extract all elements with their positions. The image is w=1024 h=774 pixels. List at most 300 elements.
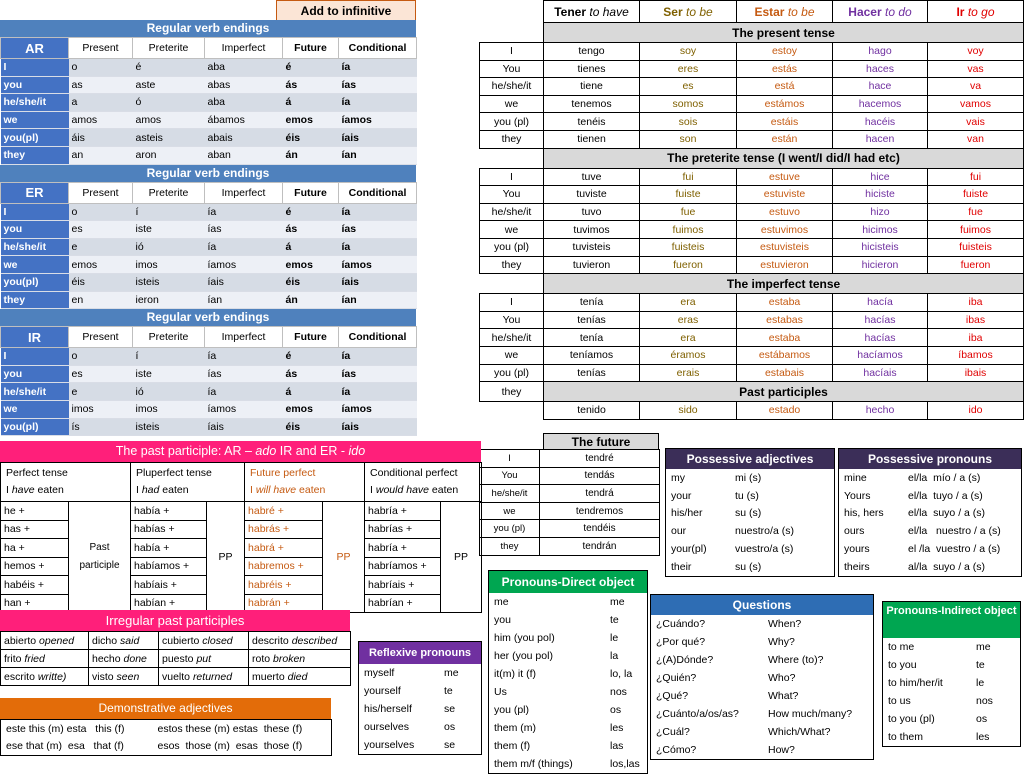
- participle-pair: vuelto returned: [159, 668, 249, 686]
- table-row: [1, 502, 482, 521]
- pronoun-cell: they: [480, 130, 544, 148]
- pronoun-cell: you (pl): [480, 520, 540, 538]
- label-cell: my: [671, 471, 685, 484]
- table-row: [480, 43, 1024, 61]
- table-row: [651, 705, 875, 723]
- value-cell: te: [976, 659, 985, 671]
- ending-cell: iste: [133, 221, 205, 239]
- ending-cell: ía: [339, 348, 417, 366]
- questions-box: [650, 594, 874, 760]
- conjugation-cell: hacemos: [833, 95, 928, 113]
- conjugation-cell: iba: [928, 329, 1024, 347]
- auxiliary-cell: habías +: [131, 520, 207, 539]
- auxiliary-cell: habría +: [365, 539, 441, 558]
- regular-verb-endings: [0, 20, 416, 436]
- conjugation-cell: haces: [833, 60, 928, 78]
- participle-cell: hecho: [833, 402, 928, 420]
- table-row: [489, 593, 649, 611]
- table-row: [480, 113, 1024, 131]
- value-cell: te: [444, 685, 453, 697]
- participle-pair: muerto died: [249, 668, 351, 686]
- value-cell: le: [976, 677, 985, 689]
- label-cell: ¿Cuál?: [656, 726, 690, 738]
- conjugation-cell: hacías: [833, 311, 928, 329]
- pronoun-cell: he/she/it: [1, 94, 69, 112]
- ending-cell: ía: [339, 383, 417, 401]
- tense-header: Imperfect: [205, 38, 283, 59]
- value-cell: me: [610, 596, 625, 608]
- questions-title: Questions: [651, 595, 873, 615]
- imperfect-tense-title: The imperfect tense: [544, 274, 1024, 294]
- ending-cell: íamos: [339, 400, 417, 418]
- conjugation-cell: estás: [737, 60, 833, 78]
- conjugation-cell: fuisteis: [640, 238, 737, 256]
- conjugation-cell: voy: [928, 43, 1024, 61]
- conjugation-cell: tenéis: [544, 113, 640, 131]
- value-cell: al/la suyo / a (s): [908, 560, 986, 573]
- table-row: [1, 256, 417, 274]
- conjugation-cell: van: [928, 130, 1024, 148]
- verb-header: Hacer to do: [833, 1, 928, 23]
- auxiliary-cell: habíamos +: [131, 557, 207, 576]
- pronoun-cell: he/she/it: [480, 78, 544, 96]
- auxiliary-cell: habríais +: [365, 576, 441, 595]
- conjugation-cell: estuvimos: [737, 221, 833, 239]
- value-cell: Where (to)?: [768, 654, 824, 666]
- table-row: [480, 520, 660, 538]
- ending-cell: ías: [339, 221, 417, 239]
- table-row: [651, 723, 875, 741]
- participle-cell: sido: [640, 402, 737, 420]
- conjugation-cell: tiene: [544, 78, 640, 96]
- label-cell: our: [671, 525, 687, 538]
- ending-cell: é: [283, 203, 339, 221]
- table-row: [489, 629, 649, 647]
- value-cell: la: [610, 650, 619, 662]
- conjugation-cell: tuvimos: [544, 221, 640, 239]
- table-row: [359, 718, 483, 736]
- auxiliary-cell: hemos +: [1, 557, 69, 576]
- label-cell: ¿Quién?: [656, 672, 697, 684]
- ending-cell: íais: [205, 418, 283, 436]
- table-row: [480, 364, 1024, 382]
- ending-cell: ás: [283, 76, 339, 94]
- ending-cell: án: [283, 146, 339, 164]
- ending-cell: isteis: [133, 418, 205, 436]
- conjugation-cell: sois: [640, 113, 737, 131]
- table-row: [1, 668, 351, 686]
- table-row: [480, 95, 1024, 113]
- participle-pair: frito fried: [1, 650, 89, 668]
- conjugation-cell: estáis: [737, 113, 833, 131]
- value-cell: se: [444, 739, 456, 751]
- add-to-infinitive-callout: Add to infinitive: [276, 0, 416, 22]
- past-participles-title: Past participles: [544, 382, 1024, 402]
- table-row: [651, 669, 875, 687]
- value-cell: su (s): [735, 560, 762, 573]
- ending-cell: iste: [133, 365, 205, 383]
- conjugation-cell: éramos: [640, 346, 737, 364]
- conjugation-cell: tuviste: [544, 186, 640, 204]
- table-row: [489, 701, 649, 719]
- table-row: [480, 168, 1024, 186]
- demonstrative-title: Demonstrative adjectives: [0, 698, 331, 719]
- ending-cell: as: [69, 76, 133, 94]
- label-cell: me: [494, 596, 509, 608]
- ending-cell: ió: [133, 383, 205, 401]
- table-row: [883, 674, 1022, 692]
- table-row: [666, 558, 836, 576]
- table-row: [480, 78, 1024, 96]
- pronoun-cell: we: [1, 256, 69, 274]
- pronoun-cell: they: [480, 256, 544, 274]
- auxiliary-cell: habían +: [131, 594, 207, 613]
- auxiliary-cell: habrían +: [365, 594, 441, 613]
- ending-cell: aban: [205, 146, 283, 164]
- ending-cell: ó: [133, 94, 205, 112]
- conjugation-cell: era: [640, 294, 737, 312]
- ending-cell: é: [133, 59, 205, 77]
- value-cell: me: [444, 667, 459, 679]
- participle-pair: descrito described: [249, 632, 351, 650]
- value-cell: le: [610, 632, 619, 644]
- conjugation-cell: vamos: [928, 95, 1024, 113]
- table-row: [489, 737, 649, 755]
- pronoun-cell: you(pl): [1, 418, 69, 436]
- conjugation-cell: estaba: [737, 329, 833, 347]
- table-row: [480, 402, 1024, 420]
- value-cell: vuestro/a (s): [735, 543, 794, 556]
- auxiliary-cell: he +: [1, 502, 69, 521]
- ending-cell: ió: [133, 238, 205, 256]
- conjugation-cell: estuvo: [737, 203, 833, 221]
- label-cell: ours: [844, 525, 865, 538]
- conjugation-cell: hago: [833, 43, 928, 61]
- conjugation-cell: fuiste: [640, 186, 737, 204]
- table-row: [480, 467, 660, 485]
- table-row: [1, 291, 417, 309]
- ending-cell: imos: [69, 400, 133, 418]
- table-row: [489, 683, 649, 701]
- ending-cell: imos: [133, 256, 205, 274]
- endings-table-ar: [0, 37, 417, 165]
- ending-cell: ían: [339, 291, 417, 309]
- ending-cell: a: [69, 94, 133, 112]
- irregular-past-participles: [0, 610, 350, 686]
- label-cell: ¿(A)Dónde?: [656, 654, 714, 666]
- table-row: [883, 710, 1022, 728]
- future-table: [479, 449, 660, 556]
- conjugation-cell: tuvisteis: [544, 238, 640, 256]
- table-row: [480, 60, 1024, 78]
- ending-cell: íamos: [339, 111, 417, 129]
- value-cell: me: [976, 641, 991, 653]
- ending-cell: ieron: [133, 291, 205, 309]
- irregular-title: Irregular past participles: [0, 610, 350, 631]
- conjugation-cell: fui: [640, 168, 737, 186]
- pronoun-cell: you(pl): [1, 129, 69, 147]
- ending-cell: o: [69, 348, 133, 366]
- conjugation-cell: ibas: [928, 311, 1024, 329]
- tense-header: Conditional: [339, 327, 417, 348]
- ending-cell: íamos: [205, 256, 283, 274]
- future-cell: tendás: [540, 467, 660, 485]
- conjugation-cell: estámos: [737, 95, 833, 113]
- table-row: [1, 400, 417, 418]
- participle-pair: abierto opened: [1, 632, 89, 650]
- conjugation-cell: tenemos: [544, 95, 640, 113]
- table-row: [480, 238, 1024, 256]
- tense-header: Preterite: [133, 182, 205, 203]
- value-cell: os: [610, 704, 622, 716]
- table-row: [480, 221, 1024, 239]
- table-row: [666, 540, 836, 558]
- table-row: [1, 111, 417, 129]
- ending-cell: isteis: [133, 273, 205, 291]
- ending-cell: é: [283, 348, 339, 366]
- table-row: [1, 146, 417, 164]
- tense-header: Preterite: [133, 38, 205, 59]
- auxiliary-cell: habéis +: [1, 576, 69, 595]
- conjugation-cell: tuvieron: [544, 256, 640, 274]
- ending-cell: es: [69, 365, 133, 383]
- auxiliary-cell: habrías +: [365, 520, 441, 539]
- table-row: [489, 755, 649, 773]
- table-row: [480, 502, 660, 520]
- value-cell: What?: [768, 690, 799, 702]
- auxiliary-cell: han +: [1, 594, 69, 613]
- participle-pair: roto broken: [249, 650, 351, 668]
- conjugation-cell: hacías: [833, 329, 928, 347]
- verb-group-label: IR: [1, 327, 69, 348]
- auxiliary-cell: había +: [131, 502, 207, 521]
- participle-pair: hecho done: [89, 650, 159, 668]
- ending-cell: e: [69, 383, 133, 401]
- table-row: [480, 450, 660, 468]
- regular-endings-band: Regular verb endings: [0, 309, 416, 326]
- conjugation-cell: erais: [640, 364, 737, 382]
- label-cell: them m/f (things): [494, 758, 573, 770]
- future-cell: tendremos: [540, 502, 660, 520]
- ending-cell: á: [283, 94, 339, 112]
- ending-cell: abas: [205, 76, 283, 94]
- auxiliary-cell: habremos +: [245, 557, 323, 576]
- table-row: [1, 650, 351, 668]
- label-cell: ¿Cómo?: [656, 744, 697, 756]
- label-cell: myself: [364, 667, 395, 679]
- conjugation-cell: hacéis: [833, 113, 928, 131]
- participle-pair: escrito writte): [1, 668, 89, 686]
- value-cell: te: [610, 614, 619, 626]
- label-cell: their: [671, 560, 692, 573]
- conjugation-cell: hacía: [833, 294, 928, 312]
- ending-cell: an: [69, 146, 133, 164]
- future-cell: tendrá: [540, 485, 660, 503]
- participle-cell: ido: [928, 402, 1024, 420]
- ending-cell: ía: [339, 203, 417, 221]
- value-cell: Why?: [768, 636, 795, 648]
- pronoun-cell: he/she/it: [480, 485, 540, 503]
- table-row: [1, 348, 417, 366]
- conjugation-cell: soy: [640, 43, 737, 61]
- value-cell: mi (s): [735, 471, 762, 484]
- auxiliary-cell: habrás +: [245, 520, 323, 539]
- label-cell: him (you pol): [494, 632, 555, 644]
- ending-cell: íais: [339, 129, 417, 147]
- ending-cell: íais: [339, 273, 417, 291]
- label-cell: to me: [888, 641, 915, 653]
- pp-label: PP: [441, 502, 482, 613]
- table-row: [651, 687, 875, 705]
- table-row: [1, 59, 417, 77]
- ending-cell: o: [69, 59, 133, 77]
- value-cell: les: [976, 731, 990, 743]
- table-row: [1, 273, 417, 291]
- pronoun-cell: we: [480, 502, 540, 520]
- table-row: [480, 256, 1024, 274]
- ending-cell: emos: [283, 256, 339, 274]
- auxiliary-cell: has +: [1, 520, 69, 539]
- auxiliary-cell: ha +: [1, 539, 69, 558]
- ending-cell: ía: [205, 238, 283, 256]
- ending-cell: á: [283, 238, 339, 256]
- tense-header: Imperfect: [205, 327, 283, 348]
- pronoun-cell: they: [480, 382, 544, 402]
- table-row: [359, 664, 483, 682]
- table-row: [480, 203, 1024, 221]
- tense-header: Preterite: [133, 327, 205, 348]
- conjugation-cell: va: [928, 78, 1024, 96]
- table-row: [489, 665, 649, 683]
- verb-group-label: ER: [1, 182, 69, 203]
- tense-header: Future: [283, 182, 339, 203]
- tense-header: Imperfect: [205, 182, 283, 203]
- value-cell: Which/What?: [768, 726, 831, 738]
- table-row: [480, 186, 1024, 204]
- regular-endings-band: Regular verb endings: [0, 20, 416, 37]
- label-cell: mine: [844, 471, 867, 484]
- table-row: [839, 469, 1023, 487]
- conjugation-cell: ibais: [928, 364, 1024, 382]
- future-cell: tendéis: [540, 520, 660, 538]
- conjugation-cell: fueron: [928, 256, 1024, 274]
- tense-header: Present: [69, 327, 133, 348]
- value-cell: el/la tuyo / a (s): [908, 489, 983, 502]
- pronoun-cell: You: [480, 467, 540, 485]
- value-cell: How?: [768, 744, 795, 756]
- label-cell: yourself: [364, 685, 401, 697]
- pronoun-cell: You: [480, 311, 544, 329]
- direct-object-pronouns: [488, 570, 648, 774]
- table-row: [489, 611, 649, 629]
- conjugation-cell: eras: [640, 311, 737, 329]
- pronoun-cell: I: [480, 43, 544, 61]
- pronoun-cell: I: [480, 294, 544, 312]
- value-cell: el/la mío / a (s): [908, 471, 981, 484]
- ending-cell: ía: [205, 383, 283, 401]
- pronoun-cell: he/she/it: [480, 329, 544, 347]
- conjugation-cell: hacen: [833, 130, 928, 148]
- verb-header: Ir to go: [928, 1, 1024, 23]
- conjugation-cell: tienen: [544, 130, 640, 148]
- ending-cell: ías: [205, 221, 283, 239]
- ending-cell: amos: [69, 111, 133, 129]
- direct-title: Pronouns-Direct object: [489, 571, 647, 593]
- conjugation-cell: están: [737, 130, 833, 148]
- conjugation-cell: estuvieron: [737, 256, 833, 274]
- pronoun-cell: they: [1, 146, 69, 164]
- table-row: [489, 719, 649, 737]
- conjugation-cell: fueron: [640, 256, 737, 274]
- table-row: [666, 522, 836, 540]
- label-cell: your: [671, 489, 692, 502]
- value-cell: os: [976, 713, 988, 725]
- ending-cell: ís: [69, 418, 133, 436]
- verb-header: Tener to have: [544, 1, 640, 23]
- table-row: [1, 94, 417, 112]
- ending-cell: ía: [339, 59, 417, 77]
- value-cell: su (s): [735, 507, 762, 520]
- table-row: [1, 632, 351, 650]
- table-row: [480, 485, 660, 503]
- ending-cell: ías: [339, 76, 417, 94]
- pronoun-cell: we: [480, 95, 544, 113]
- label-cell: you: [494, 614, 511, 626]
- ending-cell: íamos: [339, 256, 417, 274]
- table-row: [651, 633, 875, 651]
- tense-header: Future: [283, 327, 339, 348]
- auxiliary-cell: había +: [131, 539, 207, 558]
- value-cell: tu (s): [735, 489, 759, 502]
- conjugation-cell: hacíais: [833, 364, 928, 382]
- conjugation-cell: tenías: [544, 364, 640, 382]
- tense-header: Present: [69, 182, 133, 203]
- conjugation-cell: fuimos: [928, 221, 1024, 239]
- pronoun-cell: You: [480, 60, 544, 78]
- reflex-title: Reflexive pronouns: [359, 642, 481, 664]
- conjugation-cell: estuviste: [737, 186, 833, 204]
- pronoun-cell: you (pl): [480, 113, 544, 131]
- conjugation-cell: estaba: [737, 294, 833, 312]
- conjugation-cell: tengo: [544, 43, 640, 61]
- table-row: [1, 365, 417, 383]
- possessive-pronouns: [838, 448, 1022, 577]
- participle-cell: tenido: [544, 402, 640, 420]
- ending-cell: aba: [205, 59, 283, 77]
- participle-pair: visto seen: [89, 668, 159, 686]
- reflexive-pronouns: [358, 641, 482, 755]
- auxiliary-cell: habréis +: [245, 576, 323, 595]
- conjugation-cell: fue: [640, 203, 737, 221]
- label-cell: your(pl): [671, 543, 707, 556]
- table-row: [651, 615, 875, 633]
- ending-cell: éis: [283, 418, 339, 436]
- table-row: [480, 294, 1024, 312]
- conjugation-cell: es: [640, 78, 737, 96]
- label-cell: them (m): [494, 722, 536, 734]
- ending-cell: ías: [205, 365, 283, 383]
- participle-pair: cubierto closed: [159, 632, 249, 650]
- pronoun-cell: you (pl): [480, 238, 544, 256]
- label-cell: Yours: [844, 489, 871, 502]
- verb-group-label: AR: [1, 38, 69, 59]
- table-row: [883, 692, 1022, 710]
- ending-cell: í: [133, 203, 205, 221]
- ending-cell: éis: [283, 129, 339, 147]
- table-row: [480, 130, 1024, 148]
- auxiliary-cell: habrá +: [245, 539, 323, 558]
- value-cell: los,las: [610, 758, 640, 770]
